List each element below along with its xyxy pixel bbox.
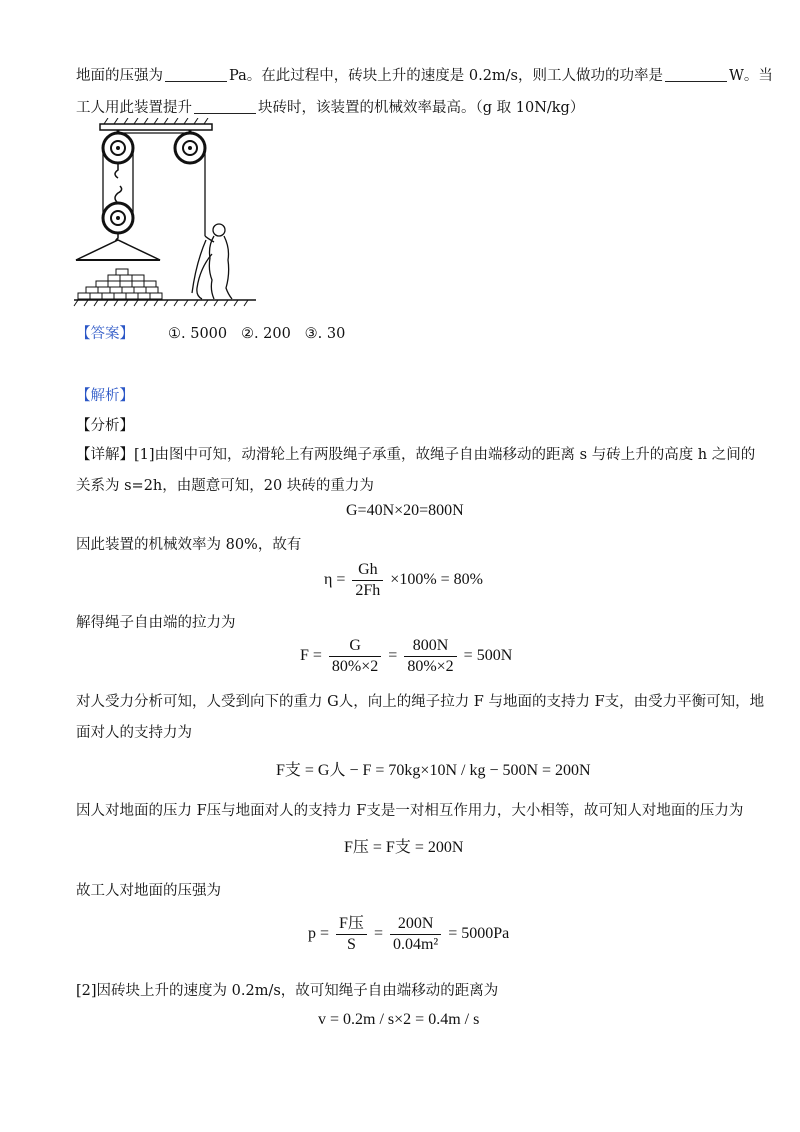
fenxi-label: 【分析】 (76, 418, 134, 434)
movable-pulley (103, 186, 133, 233)
fraction (352, 560, 383, 601)
efficiency-text: 因此装置的机械效率为 80%，故有 (76, 537, 302, 553)
eq-term: η = (324, 571, 346, 589)
fraction-denominator: 80%×2 (407, 658, 454, 675)
fraction-numerator: Gh (352, 560, 383, 581)
fraction-numerator: G (329, 636, 381, 657)
detail-line-1 (76, 443, 755, 464)
question-line-1 (76, 64, 773, 85)
fraction-denominator: 2Fh (355, 582, 381, 599)
fixed-pulley-right (175, 130, 205, 163)
question-text: W。当 (729, 68, 773, 84)
velocity-text: [2]因砖块上升的速度为 0.2m/s，故可知绳子自由端移动的距离为 (76, 983, 499, 999)
equation-efficiency (324, 560, 483, 601)
answer-blank-2 (665, 67, 727, 82)
fraction (336, 914, 367, 955)
eq-term: = 500N (463, 647, 513, 665)
pressure-text: 故工人对地面的压强为 (76, 883, 221, 899)
ceiling-beam (100, 124, 212, 130)
fraction (390, 914, 441, 955)
force-analysis-line-1: 对人受力分析可知，人受到向下的重力 G人，向上的绳子拉力 F 与地面的支持力 F支，由受力平衡可知，地 (76, 694, 765, 710)
pressure-force-text: 因人对地面的压力 F压与地面对人的支持力 F支是一对相互作用力，大小相等，故可知人对地面的压力为 (76, 803, 744, 819)
answer-blank-1 (165, 67, 227, 82)
worker-figure (192, 224, 232, 299)
fixed-pulley-left (103, 130, 133, 163)
equation-support-force: F支 = G人 − F = 70kg×10N / kg − 500N = 200N (276, 762, 591, 779)
pulley-diagram (72, 118, 272, 308)
question-text: Pa。在此过程中，砖块上升的速度是 0.2m/s，则工人做功的功率是 (229, 68, 663, 84)
fraction-denominator: S (347, 936, 356, 953)
eq-term: ×100% = 80% (390, 571, 483, 589)
eq-term: F = (300, 647, 322, 665)
question-text: 工人用此装置提升 (76, 100, 192, 116)
equation-pull-force: F = $\frac{G}{80\%\times 2}$ = $\frac{800N}{80\%\times 2}$ = 500N (300, 637, 513, 675)
fraction-numerator: 800N (404, 636, 456, 657)
answer-values: ①. 5000 ②. 200 ③. 30 (168, 326, 346, 342)
detail-text: [1]由图中可知，动滑轮上有两股绳子承重，故绳子自由端移动的距离 s 与砖上升的高度 h 之间的 (134, 447, 756, 463)
jiexi-label: 【解析】 (76, 388, 134, 404)
pull-force-text: 解得绳子自由端的拉力为 (76, 615, 236, 631)
force-analysis-line-2: 面对人的支持力为 (76, 725, 192, 741)
equation-velocity: v = 0.2m / s×2 = 0.4m / s (318, 1011, 480, 1028)
question-text: 块砖时，该装置的机械效率最高。（g 取 10N/kg） (258, 100, 585, 116)
fraction (329, 636, 381, 677)
detail-label: 【详解】 (76, 447, 134, 463)
fraction-numerator: F压 (336, 914, 367, 935)
eq-term: = 5000Pa (448, 925, 510, 943)
eq-term: p = (308, 925, 330, 943)
equation-gravity: G=40N×20=800N (346, 502, 464, 519)
answer-blank-3 (194, 99, 256, 114)
fraction-denominator: 80%×2 (331, 658, 379, 675)
answer-label: 【答案】 (76, 326, 134, 342)
equation-pressure: p = $\frac{\text{F压}}{S}$ = $\frac{200N}{\text{0.04m²}}$ = 5000Pa (308, 915, 510, 953)
fraction-numerator: 200N (390, 914, 441, 935)
detail-line-2: 关系为 s=2h，由题意可知，20 块砖的重力为 (76, 478, 374, 494)
brick-pile (78, 269, 162, 299)
answer-line (76, 322, 345, 343)
equation-pressure-force: F压 = F支 = 200N (344, 839, 464, 856)
question-text: 地面的压强为 (76, 68, 163, 84)
brick-tray (76, 240, 160, 260)
fraction (404, 636, 456, 677)
question-line-2 (76, 96, 584, 117)
fraction-denominator: 0.04m² (392, 936, 439, 953)
